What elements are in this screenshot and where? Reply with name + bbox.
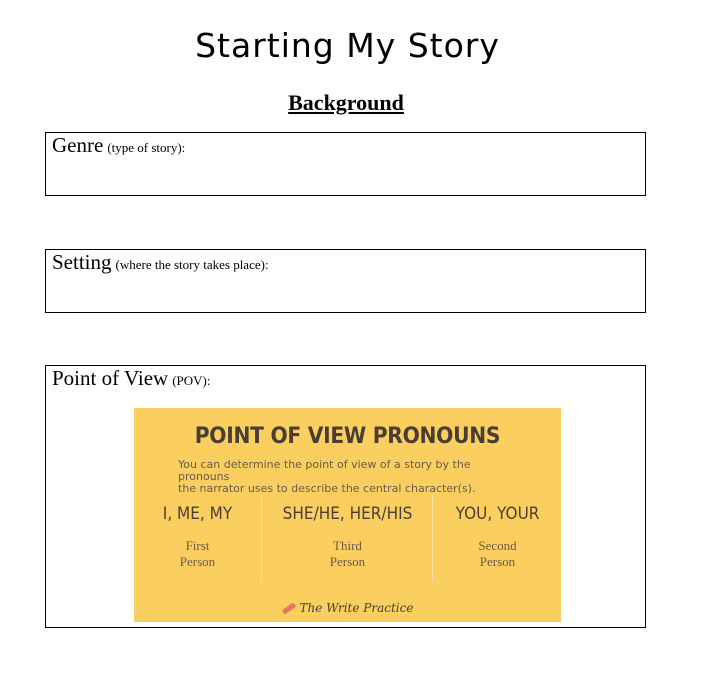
pov-pronouns: YOU, YOUR: [455, 504, 540, 524]
pov-graphic-description: [178, 459, 523, 495]
setting-field[interactable]: [45, 249, 646, 313]
pov-person-line: Third: [333, 538, 362, 553]
pov-person-line: First: [185, 538, 210, 553]
pov-graphic-heading: POINT OF VIEW PRONOUNS: [194, 424, 501, 449]
pov-column-third-person: [261, 494, 433, 582]
pov-hint: (POV):: [172, 373, 211, 388]
pov-label-text: Point of View: [52, 366, 169, 390]
pov-person-line: Person: [479, 554, 516, 569]
page-title: Starting My Story: [195, 26, 500, 65]
pov-pronouns: SHE/HE, HER/HIS: [282, 504, 413, 524]
brand-text: The Write Practice: [299, 601, 414, 615]
genre-label: [52, 133, 185, 158]
genre-field[interactable]: [45, 132, 646, 196]
setting-label-text: Setting: [52, 250, 112, 274]
pov-person-line: Second: [478, 538, 517, 553]
pov-person: [433, 538, 562, 570]
pencil-icon: [281, 602, 295, 614]
brand-logo: [134, 601, 561, 615]
pov-column-second-person: [432, 494, 562, 582]
pov-description-line: the narrator uses to describe the central character(s).: [178, 482, 476, 495]
pov-label: [52, 366, 210, 391]
setting-label: [52, 250, 269, 275]
pov-pronouns-graphic: [134, 408, 561, 622]
pov-description-line: You can determine the point of view of a story by the pronouns: [178, 458, 471, 483]
pov-field: [45, 365, 646, 628]
pov-pronouns: I, ME, MY: [162, 504, 233, 524]
pov-person: [134, 538, 261, 570]
pov-person-line: Person: [179, 554, 216, 569]
pov-column-first-person: [134, 494, 261, 582]
section-heading: Background: [288, 90, 404, 115]
genre-label-text: Genre: [52, 133, 104, 157]
pov-person-line: Person: [329, 554, 366, 569]
setting-hint: (where the story takes place):: [115, 257, 269, 272]
genre-hint: (type of story):: [107, 140, 186, 155]
pov-person: [262, 538, 433, 570]
